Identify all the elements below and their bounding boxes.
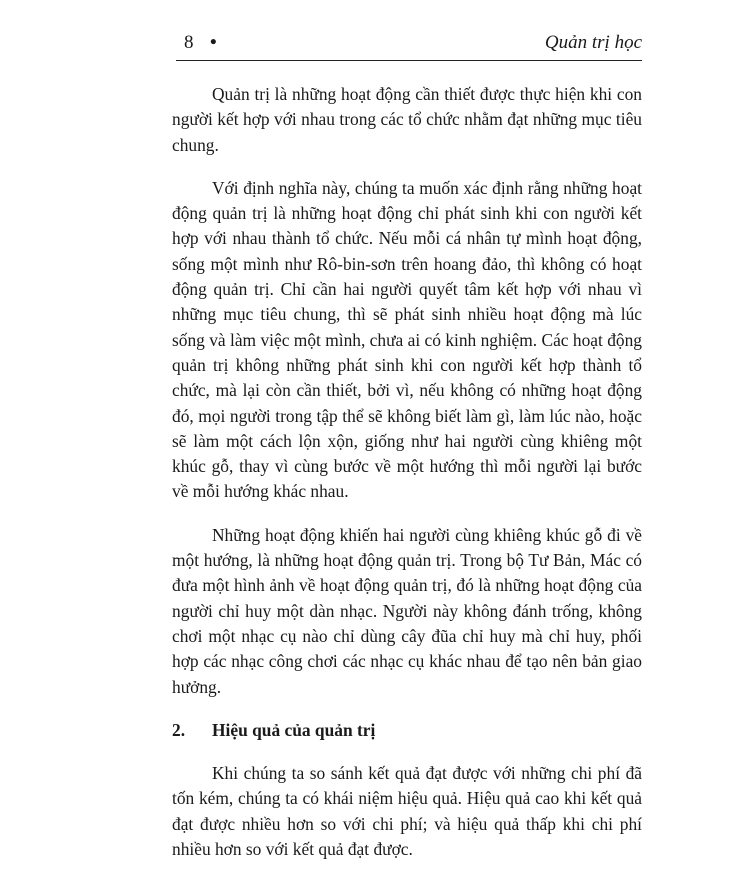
paragraph-definition: Quản trị là những hoạt động cần thiết được thực hiện khi con người kết hợp với nhau trong các tổ chức nhằm đạt những mục tiêu chung. bbox=[172, 84, 642, 155]
book-title: Quản trị học bbox=[544, 32, 642, 53]
paragraph-efficiency: Khi chúng ta so sánh kết quả đạt được với những chi phí đã tốn kém, chúng ta có khái niệm hiệu quả. Hiệu quả cao khi kết quả đạt được nhiều hơn so với chi phí; và hiệu quả thấp khi chi phí nhiều hơn so với kết quả đạt được. bbox=[172, 763, 642, 860]
section-title: Hiệu quả của quản trị bbox=[212, 719, 376, 740]
body-text bbox=[172, 82, 642, 880]
paragraph-explanation: Với định nghĩa này, chúng ta muốn xác định rằng những hoạt động quản trị là những hoạt động chỉ phát sinh khi con người kết hợp với nhau thành tổ chức. Nếu mỗi cá nhân tự mình hoạt động, sống một mình như Rô-bin-sơn trên hoang đảo, thì không có hoạt động quản trị. Chỉ cần hai người quyết tâm kết hợp với nhau vì những mục tiêu chung, thì sẽ phát sinh nhiều hoạt động mà lúc sống và làm việc một mình, chưa ai có kinh nghiệm. Các hoạt động quản trị không những phát sinh khi con người kết hợp thành tổ chức, mà lại còn cần thiết, bởi vì, nếu không có những hoạt động đó, mọi người trong tập thể sẽ không biết làm gì, làm lúc nào, hoặc sẽ làm một cách lộn xộn, giống như hai người cùng khiêng một khúc gỗ, thay vì cùng bước về một hướng thì mỗi người lại bước về mỗi hướng khác nhau. bbox=[172, 177, 642, 502]
page-number: 8 bbox=[184, 32, 194, 53]
section-number: 2. bbox=[172, 719, 186, 740]
header-bullet: • bbox=[210, 32, 217, 53]
section-heading bbox=[172, 718, 642, 743]
paragraph-orchestra: Những hoạt động khiến hai người cùng khiêng khúc gỗ đi về một hướng, là những hoạt động quản trị. Trong bộ Tư Bản, Mác có đưa một hình ảnh về hoạt động quản trị, đó là những hoạt động của người chỉ huy một dàn nhạc. Người này không đánh trống, không chơi một nhạc cụ nào chỉ dùng cây đũa chỉ huy mà chỉ huy, phối hợp các nhạc công chơi các nhạc cụ khác nhau để tạo nên bản giao hưởng. bbox=[172, 524, 642, 697]
running-header bbox=[176, 30, 642, 61]
